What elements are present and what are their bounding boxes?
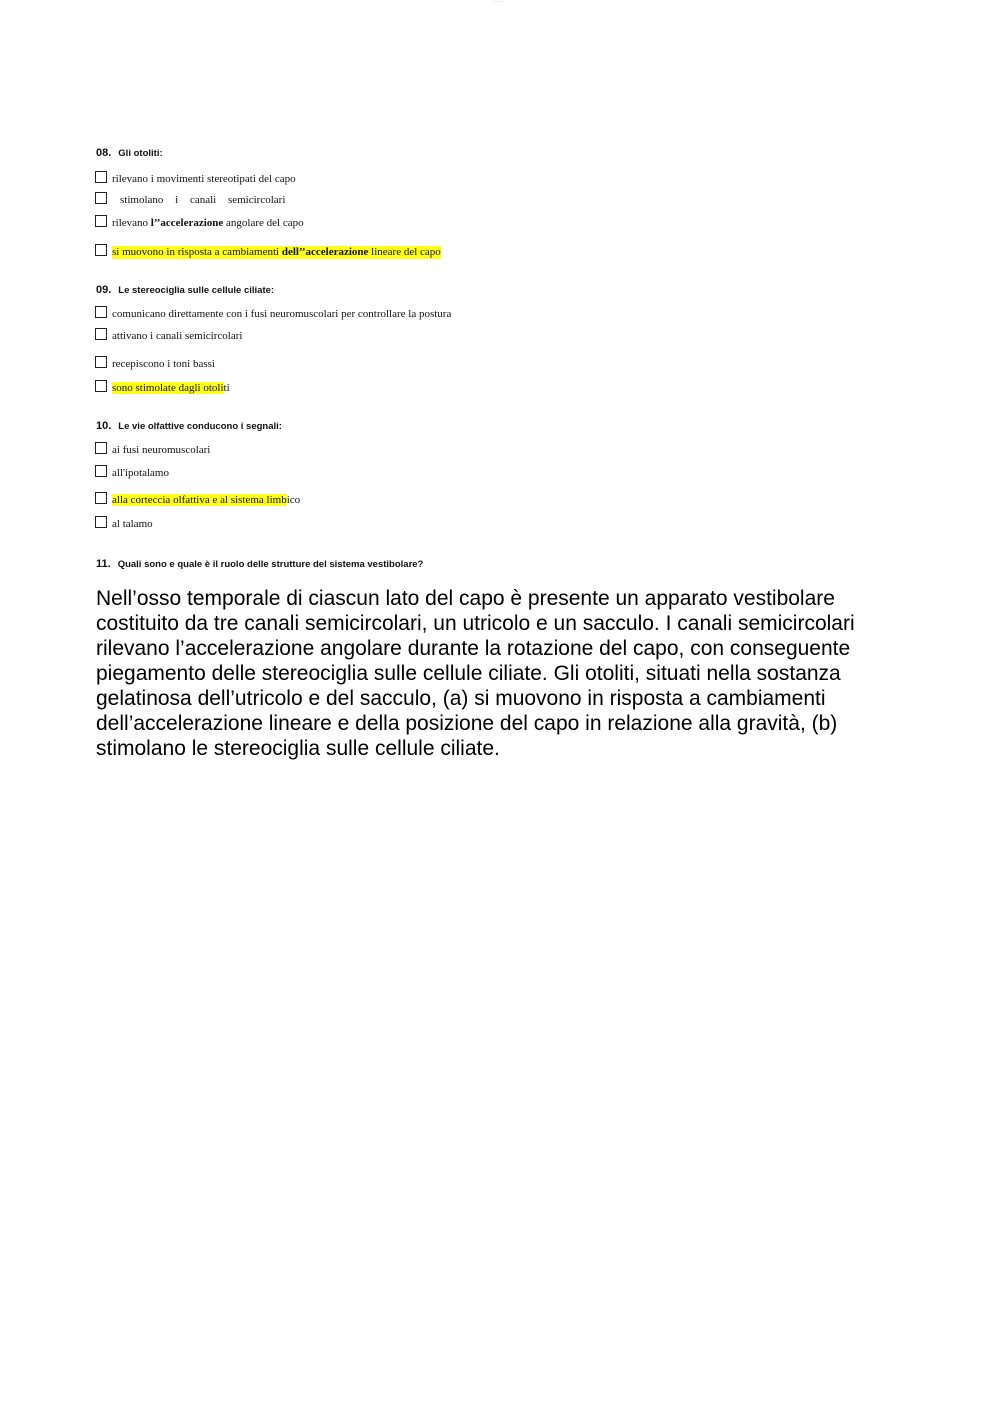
checkbox[interactable]: [95, 171, 107, 183]
question-text: Quali sono e quale è il ruolo delle strutture del sistema vestibolare?: [117, 559, 424, 570]
checkbox[interactable]: [95, 442, 107, 454]
option-label: comunicano direttamente con i fusi neuromuscolari per controllare la postura: [112, 308, 452, 320]
question-number: 10.: [96, 420, 112, 432]
option-10-a[interactable]: [95, 441, 210, 457]
answer-paragraph: Nell’osso temporale di ciascun lato del capo è presente un apparato vestibolare costituito da tre canali semicircolari, un utricolo e un sacculo. I canali semicircolari rilevano l’accelerazione angolare durante la rotazione del capo, con conseguente piegamento delle stereociglia sulle cellule ciliate. Gli otoliti, situati nella sostanza gelatinosa dell’utricolo e del sacculo, (a) si muovono in risposta a cambiamenti dell’accelerazione lineare e della posizione del capo in relazione alla gravità, (b) stimolano le stereociglia sulle cellule ciliate.: [96, 587, 855, 760]
question-text: Le stereociglia sulle cellule ciliate:: [118, 285, 275, 296]
page-header-mark: — — —: [492, 0, 504, 3]
checkbox[interactable]: [95, 492, 107, 504]
question-11-heading: [96, 558, 423, 570]
option-label: ai fusi neuromuscolari: [112, 444, 211, 456]
question-number: 11.: [96, 558, 111, 570]
question-number: 08.: [96, 147, 112, 159]
option-09-b[interactable]: [95, 327, 242, 343]
option-09-c[interactable]: [95, 355, 215, 371]
option-label: rilevano l’’accelerazione angolare del capo: [112, 217, 304, 229]
checkbox[interactable]: [95, 356, 107, 368]
option-label: al talamo: [112, 518, 153, 530]
checkbox[interactable]: [95, 516, 107, 528]
checkbox[interactable]: [95, 306, 107, 318]
question-10-heading: [96, 420, 282, 432]
option-09-a[interactable]: [95, 305, 451, 321]
option-label: stimolano i canali semicircolari: [120, 194, 286, 206]
option-09-d[interactable]: [95, 379, 230, 395]
option-label: recepiscono i toni bassi: [112, 358, 215, 370]
option-label: all'ipotalamo: [112, 467, 169, 479]
option-label: rilevano i movimenti stereotipati del capo: [112, 173, 296, 185]
option-label: attivano i canali semicircolari: [112, 330, 243, 342]
question-08-heading: [96, 147, 163, 159]
checkbox[interactable]: [95, 192, 107, 204]
option-08-d[interactable]: [95, 243, 441, 259]
option-10-c[interactable]: [95, 491, 300, 507]
option-10-b[interactable]: [95, 464, 169, 480]
checkbox[interactable]: [95, 244, 107, 256]
checkbox[interactable]: [95, 380, 107, 392]
option-08-a[interactable]: [95, 170, 296, 186]
checkbox[interactable]: [95, 328, 107, 340]
checkbox[interactable]: [95, 465, 107, 477]
option-label-highlighted: alla corteccia olfattiva e al sistema limbico: [112, 494, 301, 506]
option-10-d[interactable]: [95, 515, 153, 531]
option-08-b[interactable]: [95, 191, 285, 207]
question-text: Gli otoliti:: [118, 148, 163, 159]
option-label-highlighted: sono stimolate dagli otoliti: [112, 382, 230, 394]
question-text: Le vie olfattive conducono i segnali:: [118, 421, 282, 432]
checkbox[interactable]: [95, 215, 107, 227]
option-label-highlighted: si muovono in risposta a cambiamenti dell’’accelerazione lineare del capo: [112, 246, 441, 258]
question-09-heading: [96, 284, 274, 296]
option-08-c[interactable]: [95, 214, 304, 230]
question-number: 09.: [96, 284, 112, 296]
